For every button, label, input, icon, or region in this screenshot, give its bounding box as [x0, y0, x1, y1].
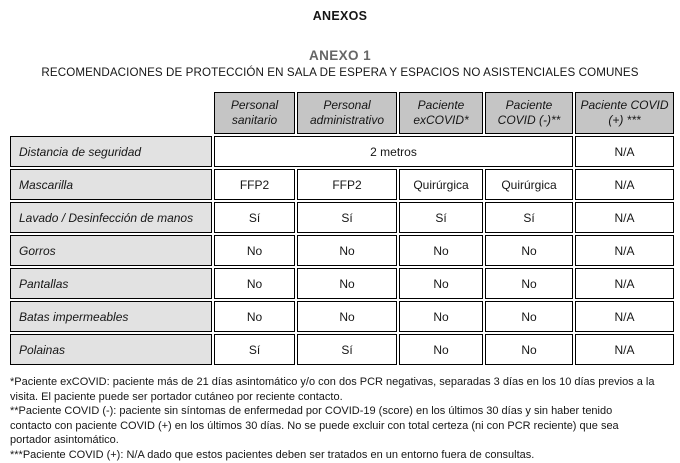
cell-value: No [485, 268, 573, 299]
cell-value: No [485, 301, 573, 332]
protection-recommendations-table [8, 90, 676, 367]
column-header: Paciente COVID (-)** [485, 92, 573, 134]
header-row [10, 92, 674, 134]
cell-value: N/A [575, 169, 674, 200]
annex-heading: ANEXO 1 [308, 48, 372, 63]
column-header: Paciente exCOVID* [399, 92, 483, 134]
cell-value: N/A [575, 268, 674, 299]
table-row [10, 136, 674, 167]
footnote-excovid: *Paciente exCOVID: paciente más de 21 días asintomático y/o con dos PCR negativas, separadas 3 días en los 10 días previos a la visita. El paciente puede ser portador cutáneo por reciente contacto. [10, 376, 655, 403]
cell-value: No [399, 235, 483, 266]
cell-value: N/A [575, 235, 674, 266]
cell-value: Sí [297, 202, 397, 233]
cell-value-merged: 2 metros [214, 136, 573, 167]
cell-value: Quirúrgica [485, 169, 573, 200]
cell-value: Quirúrgica [399, 169, 483, 200]
page-title: ANEXOS [312, 9, 368, 23]
table-row [10, 268, 674, 299]
corner-empty-cell [10, 92, 212, 134]
row-label: Mascarilla [10, 169, 212, 200]
cell-value: No [399, 301, 483, 332]
cell-value: No [485, 334, 573, 365]
cell-value: FFP2 [297, 169, 397, 200]
cell-value: No [399, 334, 483, 365]
table-subtitle: RECOMENDACIONES DE PROTECCIÓN EN SALA DE ESPERA Y ESPACIOS NO ASISTENCIALES COMUNES [41, 66, 639, 79]
footnotes [10, 375, 656, 463]
cell-value: No [297, 268, 397, 299]
row-label: Polainas [10, 334, 212, 365]
cell-value: Sí [399, 202, 483, 233]
footnote-covid-negative: **Paciente COVID (-): paciente sin síntomas de enfermedad por COVID-19 (score) en los últimos 30 días y sin haber tenido contacto con paciente COVID (+) en los últimos 30 días. No se puede excluir con total certeza (ni con PCR reciente) que sea portador asintomático. [10, 405, 619, 447]
cell-value: No [485, 235, 573, 266]
cell-value: No [297, 235, 397, 266]
cell-value: Sí [297, 334, 397, 365]
row-label: Lavado / Desinfección de manos [10, 202, 212, 233]
cell-value: No [399, 268, 483, 299]
footnote-covid-positive: ***Paciente COVID (+): N/A dado que estos pacientes deben ser tratados en un entorno fuera de consultas. [10, 448, 535, 461]
cell-value: N/A [575, 334, 674, 365]
cell-value: No [297, 301, 397, 332]
cell-value: No [214, 268, 295, 299]
table-row [10, 202, 674, 233]
cell-value: No [214, 301, 295, 332]
cell-value: N/A [575, 136, 674, 167]
table-row [10, 301, 674, 332]
column-header: Personal sanitario [214, 92, 295, 134]
cell-value: Sí [214, 202, 295, 233]
table-row [10, 169, 674, 200]
row-label: Pantallas [10, 268, 212, 299]
column-header: Paciente COVID (+) *** [575, 92, 674, 134]
cell-value: N/A [575, 202, 674, 233]
row-label: Distancia de seguridad [10, 136, 212, 167]
row-label: Gorros [10, 235, 212, 266]
cell-value: Sí [485, 202, 573, 233]
table-row [10, 235, 674, 266]
cell-value: N/A [575, 301, 674, 332]
column-header: Personal administrativo [297, 92, 397, 134]
cell-value: FFP2 [214, 169, 295, 200]
table-row [10, 334, 674, 365]
cell-value: No [214, 235, 295, 266]
row-label: Batas impermeables [10, 301, 212, 332]
cell-value: Sí [214, 334, 295, 365]
